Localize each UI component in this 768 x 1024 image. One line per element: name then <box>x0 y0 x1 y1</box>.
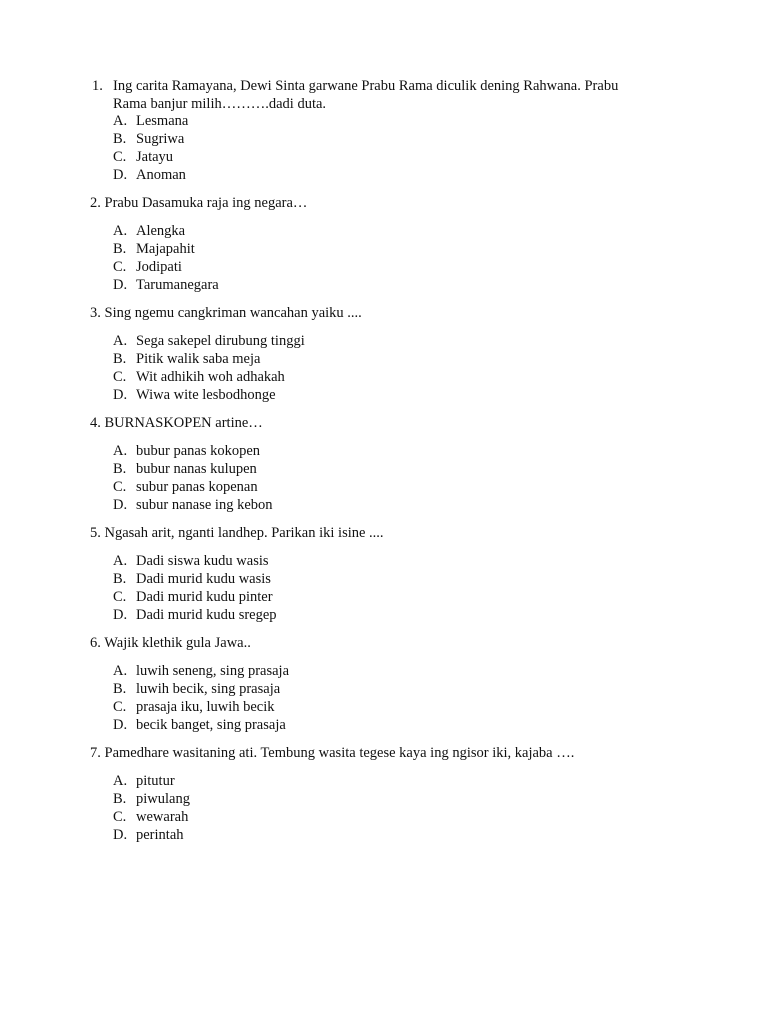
option-a <box>113 332 305 350</box>
option-letter: D. <box>113 607 128 623</box>
option-a <box>113 662 289 680</box>
option-text: Dadi siswa kudu wasis <box>136 553 269 569</box>
option-text: perintah <box>136 827 184 843</box>
option-b <box>113 130 184 148</box>
option-text: Dadi murid kudu pinter <box>136 589 273 605</box>
question-stem-line-2: Rama banjur milih……….dadi duta. <box>113 96 327 112</box>
option-text: Majapahit <box>136 241 195 257</box>
option-letter: D. <box>113 387 128 403</box>
option-letter: B. <box>113 461 127 477</box>
option-text: subur panas kopenan <box>136 479 258 495</box>
option-a <box>113 442 260 460</box>
option-letter: C. <box>113 369 127 385</box>
question-stem-line-1: Ing carita Ramayana, Dewi Sinta garwane Prabu Rama diculik dening Rahwana. Prabu <box>113 78 619 94</box>
option-text: Lesmana <box>136 113 189 129</box>
option-letter: C. <box>113 589 127 605</box>
option-letter: A. <box>113 773 128 789</box>
question-stem: 3. Sing ngemu cangkriman wancahan yaiku .... <box>90 305 362 321</box>
option-text: luwih becik, sing prasaja <box>136 681 281 697</box>
option-b <box>113 350 260 368</box>
option-letter: A. <box>113 553 128 569</box>
option-text: Wiwa wite lesbodhonge <box>136 387 276 403</box>
option-letter: D. <box>113 717 128 733</box>
option-letter: A. <box>113 333 128 349</box>
option-c <box>113 148 173 166</box>
option-letter: C. <box>113 479 127 495</box>
option-d <box>113 386 276 404</box>
option-b <box>113 460 257 478</box>
option-text: Sugriwa <box>136 131 185 147</box>
option-letter: B. <box>113 131 127 147</box>
option-text: Jodipati <box>136 259 182 275</box>
option-letter: B. <box>113 791 127 807</box>
option-d <box>113 276 219 294</box>
option-letter: D. <box>113 167 128 183</box>
option-c <box>113 368 285 386</box>
question-stem: 7. Pamedhare wasitaning ati. Tembung wasita tegese kaya ing ngisor iki, kajaba …. <box>90 745 575 761</box>
option-text: Tarumanegara <box>136 277 219 293</box>
option-text: Dadi murid kudu sregep <box>136 607 277 623</box>
option-letter: A. <box>113 223 128 239</box>
option-text: Dadi murid kudu wasis <box>136 571 271 587</box>
option-a <box>113 112 188 130</box>
option-text: Sega sakepel dirubung tinggi <box>136 333 305 349</box>
option-letter: C. <box>113 699 127 715</box>
option-letter: B. <box>113 351 127 367</box>
option-a <box>113 222 185 240</box>
option-letter: C. <box>113 259 127 275</box>
option-text: piwulang <box>136 791 190 807</box>
option-text: Jatayu <box>136 149 174 165</box>
option-letter: B. <box>113 241 127 257</box>
option-letter: C. <box>113 149 127 165</box>
option-b <box>113 680 280 698</box>
option-letter: A. <box>113 443 128 459</box>
question-stem: 6. Wajik klethik gula Jawa.. <box>90 635 251 651</box>
option-letter: A. <box>113 113 128 129</box>
option-a <box>113 552 269 570</box>
option-d <box>113 496 273 514</box>
option-c <box>113 258 182 276</box>
option-letter: A. <box>113 663 128 679</box>
option-d <box>113 716 286 734</box>
option-d <box>113 826 184 844</box>
option-text: bubur nanas kulupen <box>136 461 257 477</box>
question-stem: 2. Prabu Dasamuka raja ing negara… <box>90 195 308 211</box>
option-letter: D. <box>113 277 128 293</box>
option-c <box>113 698 275 716</box>
option-letter: D. <box>113 827 128 843</box>
option-c <box>113 588 273 606</box>
option-text: Wit adhikih woh adhakah <box>136 369 285 385</box>
option-letter: B. <box>113 571 127 587</box>
option-text: bubur panas kokopen <box>136 443 261 459</box>
option-text: pitutur <box>136 773 175 789</box>
option-text: subur nanase ing kebon <box>136 497 273 513</box>
option-b <box>113 570 271 588</box>
option-text: Anoman <box>136 167 186 183</box>
option-a <box>113 772 175 790</box>
option-c <box>113 808 188 826</box>
question-stem: 4. BURNASKOPEN artine… <box>90 415 263 431</box>
option-letter: C. <box>113 809 127 825</box>
option-c <box>113 478 258 496</box>
question-number: 1. <box>92 78 103 94</box>
option-letter: D. <box>113 497 128 513</box>
option-text: Pitik walik saba meja <box>136 351 261 367</box>
option-letter: B. <box>113 681 127 697</box>
option-d <box>113 606 277 624</box>
option-text: Alengka <box>136 223 186 239</box>
option-text: becik banget, sing prasaja <box>136 717 286 733</box>
option-text: wewarah <box>136 809 189 825</box>
question-stem: 5. Ngasah arit, nganti landhep. Parikan iki isine .... <box>90 525 384 541</box>
option-text: prasaja iku, luwih becik <box>136 699 275 715</box>
option-text: luwih seneng, sing prasaja <box>136 663 290 679</box>
option-d <box>113 166 186 184</box>
option-b <box>113 240 195 258</box>
option-b <box>113 790 190 808</box>
